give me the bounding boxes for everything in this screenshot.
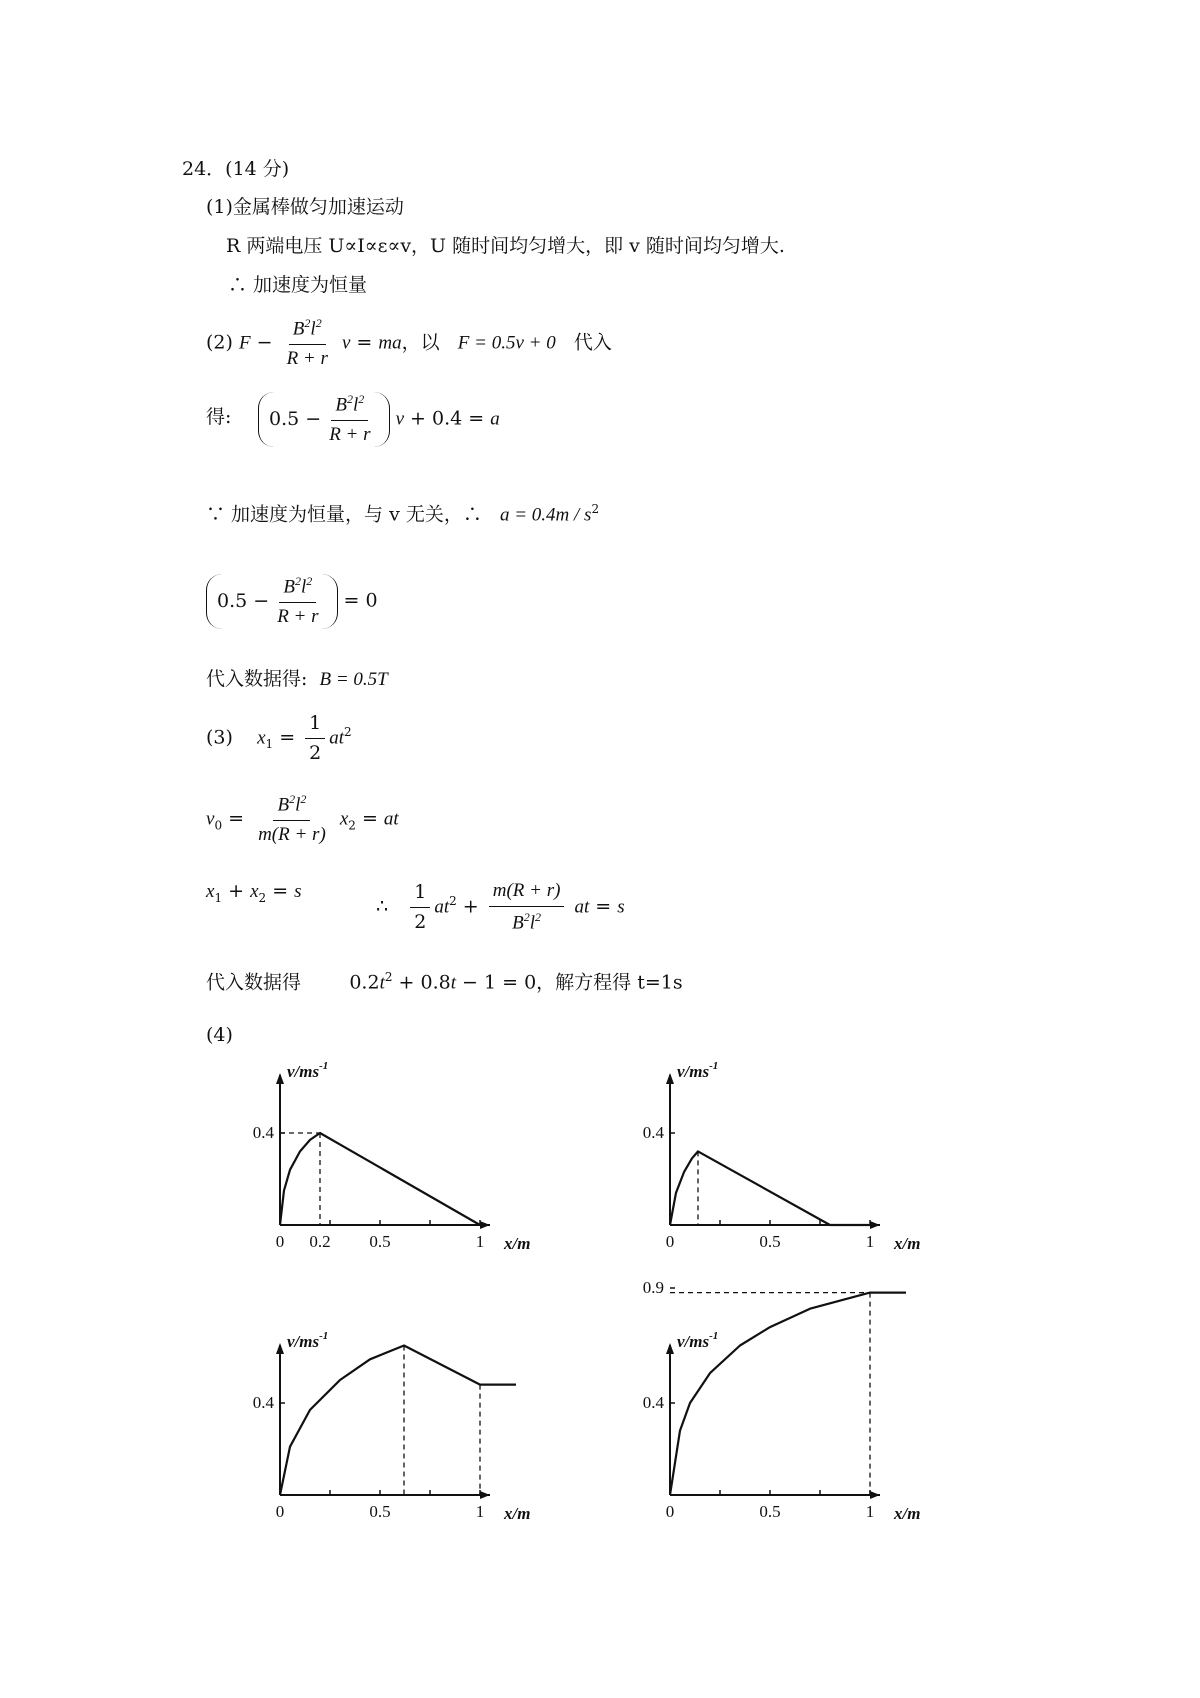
part2-result-label: 得: xyxy=(206,406,232,428)
x-axis-label: x/m xyxy=(504,1504,531,1523)
part1-reason: R 两端电压 U∝I∝ε∝v，U 随时间均匀增大，即 v 随时间均匀增大. xyxy=(226,235,785,257)
x-axis-label: x/m xyxy=(504,1234,531,1253)
x-tick-label: 0 xyxy=(275,1232,285,1251)
y-axis-label-exponent: -1 xyxy=(709,1060,719,1072)
solve-label: 代入数据得: xyxy=(206,668,308,690)
because-text: ∵ 加速度为恒量，与 v 无关，∴ xyxy=(206,503,482,526)
part1-conclusion: ∴ 加速度为恒量 xyxy=(228,274,368,296)
part2-result-equation: 0.5 − $\frac{B^2l^2}{R + r}$ v + 0.4 = a xyxy=(258,392,500,447)
x-tick-label: 0 xyxy=(665,1502,675,1521)
x-axis-label: x/m xyxy=(894,1504,921,1523)
chart-3-svg xyxy=(240,1320,580,1540)
force-expression: F = 0.5v + 0 xyxy=(457,332,556,354)
b-result: B = 0.5T xyxy=(319,669,388,690)
y-axis-arrow xyxy=(666,1073,674,1084)
part3-label: (3) xyxy=(206,726,233,749)
y-axis-arrow xyxy=(666,1343,674,1354)
x-tick-label: 1 xyxy=(865,1502,875,1521)
series-line xyxy=(670,1151,870,1225)
x-tick-label: 1 xyxy=(475,1502,485,1521)
x-axis-arrow xyxy=(480,1491,490,1499)
chart-1-svg xyxy=(240,1050,580,1270)
x-axis-arrow xyxy=(870,1491,880,1499)
part2-zero-equation: 0.5 − $\frac{B^2l^2}{R + r}$ = 0 xyxy=(206,574,378,629)
x-tick-label: 0.5 xyxy=(369,1502,391,1521)
substitute-tail: 代入 xyxy=(573,331,612,354)
part3-combined: ∴ $\frac{1}{2}$ $at^2$ + $\frac{m(R + r)}{B^2l^2}$ at = s xyxy=(376,880,625,934)
y-tick-label: 0.4 xyxy=(252,1393,274,1412)
part2-b-solve xyxy=(206,668,388,692)
part3-v0: $v_0$ = $\frac{B^2l^2}{m(R + r)}$ $x_2$ = at xyxy=(206,792,399,846)
chart-3 xyxy=(240,1320,580,1544)
x-tick-label: 0 xyxy=(665,1232,675,1251)
x-tick-label: 0.5 xyxy=(759,1232,781,1251)
x-axis-arrow xyxy=(870,1221,880,1229)
x-tick-label: 0.5 xyxy=(369,1232,391,1251)
y-tick-label: 0.4 xyxy=(642,1123,664,1142)
y-axis-arrow xyxy=(276,1073,284,1084)
chart-2-svg xyxy=(630,1050,970,1270)
part2-equation: (2) F − $\frac{B^2l^2}{R + r}$ v = ma，以 F = 0.5v + 0 代入 xyxy=(206,316,612,370)
x-tick-label: 1 xyxy=(475,1232,485,1251)
question-number: 24．(14 分) xyxy=(182,158,290,180)
y-tick-label: 0.4 xyxy=(642,1393,664,1412)
solve-label-3: 代入数据得 xyxy=(206,971,302,994)
x-tick-label: 1 xyxy=(865,1232,875,1251)
accel-result: a = 0.4m / s xyxy=(499,504,592,526)
x-axis-label: x/m xyxy=(894,1234,921,1253)
part3-sum: $x_1 + x_2 = s$ xyxy=(206,880,302,905)
chart-2 xyxy=(630,1050,970,1274)
part1-title: (1)金属棒做匀加速运动 xyxy=(206,196,404,218)
part3-x1: (3) $x_1$ = $\frac{1}{2}$ $at^2$ xyxy=(206,712,352,764)
fraction: $\frac{B^2l^2}{R + r}$ xyxy=(286,316,328,370)
y-axis-arrow xyxy=(276,1343,284,1354)
y-tick-label: 0.4 xyxy=(252,1123,274,1142)
x-axis-arrow xyxy=(480,1221,490,1229)
chart-1 xyxy=(240,1050,580,1274)
y-axis-label-exponent: -1 xyxy=(319,1330,329,1342)
series-line xyxy=(280,1346,516,1496)
y-axis-label: $v/ms^{-1}$ xyxy=(677,1060,719,1081)
chart-4 xyxy=(630,1278,970,1544)
x-tick-label: 0 xyxy=(275,1502,285,1521)
y-tick-label: 0.9 xyxy=(642,1278,664,1297)
substitute-text: ，以 xyxy=(401,331,440,354)
y-axis-label-exponent: -1 xyxy=(709,1330,719,1342)
x-tick-label: 0.2 xyxy=(309,1232,331,1251)
y-axis-label-exponent: -1 xyxy=(319,1060,329,1072)
chart-4-svg xyxy=(630,1278,970,1540)
part2-because: ∵ 加速度为恒量，与 v 无关，∴ $a = 0.4m / s^2$ xyxy=(206,502,600,526)
part3-solve: 代入数据得 $0.2t^2 + 0.8t - 1 = 0$，解方程得 t=1s xyxy=(206,970,683,994)
y-axis-label: $v/ms^{-1}$ xyxy=(287,1330,329,1351)
therefore-symbol: ∴ xyxy=(376,895,389,918)
part2-label: (2) xyxy=(206,331,233,354)
x-tick-label: 0.5 xyxy=(759,1502,781,1521)
part4-label: (4) xyxy=(206,1024,233,1046)
series-line xyxy=(280,1133,480,1225)
y-axis-label: $v/ms^{-1}$ xyxy=(677,1330,719,1351)
y-axis-label: $v/ms^{-1}$ xyxy=(287,1060,329,1081)
solve-tail: ，解方程得 t=1s xyxy=(536,971,683,994)
